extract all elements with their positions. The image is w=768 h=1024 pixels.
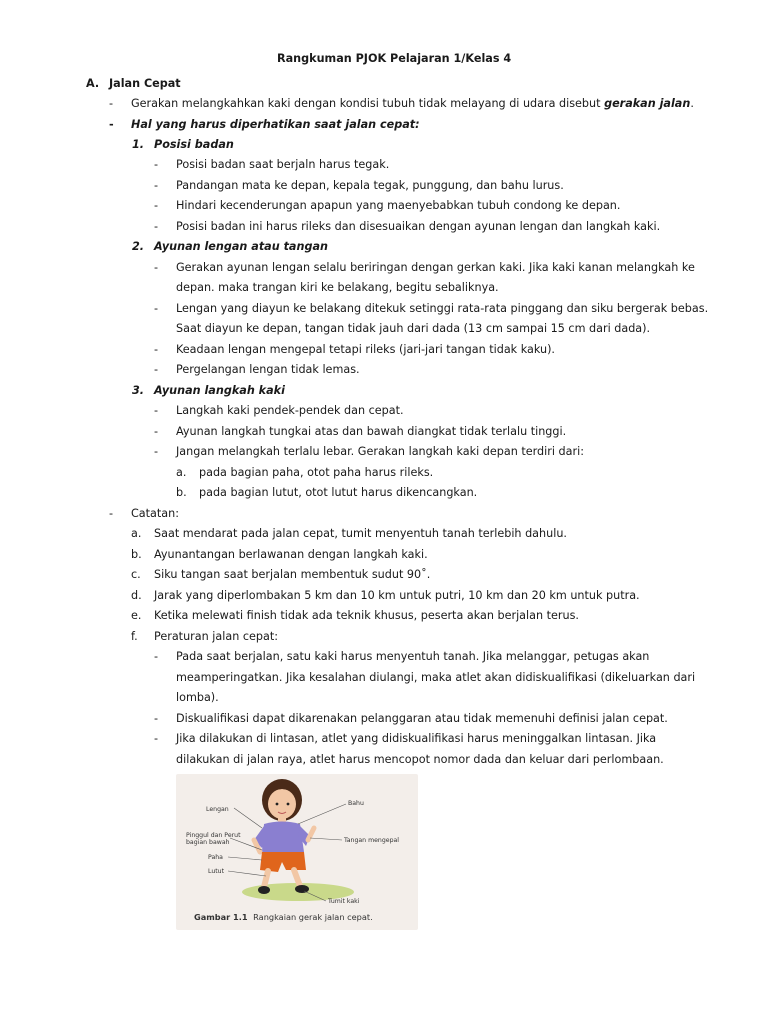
- catatan-label: Catatan:: [131, 507, 180, 520]
- page-title: Rangkuman PJOK Pelajaran 1/Kelas 4: [277, 52, 512, 65]
- sub2-item-continued: Saat diayun ke depan, tangan tidak jauh dari dada (13 cm sampai 15 cm dari dada).: [176, 322, 651, 335]
- bullet-dash: -: [154, 650, 159, 663]
- sub1-item: Hindari kecenderungan apapun yang maenyebabkan tubuh condong ke depan.: [176, 199, 621, 212]
- peraturan-item: Pada saat berjalan, satu kaki harus menyentuh tanah. Jika melanggar, petugas akan: [176, 650, 650, 663]
- catatan-marker: f.: [131, 630, 138, 643]
- sub3-number: 3.: [132, 384, 145, 397]
- peraturan-item-continued: dilakukan di jalan raya, atlet harus mencopot nomor dada dan keluar dari perlombaan.: [176, 753, 664, 766]
- intro-paragraph: [131, 97, 694, 111]
- intro-end: .: [690, 97, 694, 110]
- figure-caption-prefix: Gambar 1.1: [194, 912, 248, 922]
- bullet-dash: -: [109, 507, 114, 520]
- bullet-dash: -: [154, 404, 159, 417]
- bullet-dash: -: [154, 343, 159, 356]
- peraturan-item-continued: lomba).: [176, 691, 219, 704]
- label-lengan: Lengan: [206, 806, 229, 813]
- sub2-item: Gerakan ayunan lengan selalu beriringan dengan gerkan kaki. Jika kaki kanan melangkah ke: [176, 261, 695, 274]
- walking-figure-image: [176, 774, 418, 930]
- sub2-number: 2.: [132, 240, 145, 253]
- sub2-item: Lengan yang diayun ke belakang ditekuk setinggi rata-rata pinggang dan siku bergerak bebas.: [176, 302, 709, 315]
- bullet-dash: -: [154, 732, 159, 745]
- sub3-item: Langkah kaki pendek-pendek dan cepat.: [176, 404, 404, 417]
- sub2-item: Pergelangan lengan tidak lemas.: [176, 363, 360, 376]
- sub3-subitem: pada bagian paha, otot paha harus rileks.: [199, 466, 434, 479]
- shoe-shape: [295, 885, 309, 893]
- sub1-title: Posisi badan: [154, 138, 234, 151]
- sub3-subitem-marker: b.: [176, 486, 187, 499]
- hal-heading: Hal yang harus diperhatikan saat jalan cepat:: [131, 118, 420, 131]
- sub2-item-continued: depan. maka trangan kiri ke belakang, begitu sebaliknya.: [176, 281, 499, 294]
- intro-emphasis: gerakan jalan: [604, 97, 691, 110]
- catatan-marker: e.: [131, 609, 142, 622]
- bullet-dash: -: [109, 118, 114, 131]
- catatan-item: Peraturan jalan cepat:: [154, 630, 278, 643]
- face-shape: [268, 789, 296, 819]
- bullet-dash: -: [109, 97, 114, 110]
- catatan-item: Siku tangan saat berjalan membentuk sudut 90˚.: [154, 568, 431, 581]
- label-paha: Paha: [208, 854, 223, 861]
- section-a-heading: Jalan Cepat: [109, 77, 181, 90]
- bullet-dash: -: [154, 220, 159, 233]
- catatan-marker: a.: [131, 527, 142, 540]
- catatan-item: Saat mendarat pada jalan cepat, tumit menyentuh tanah terlebih dahulu.: [154, 527, 567, 540]
- label-tumit: Tumit kaki: [328, 898, 360, 905]
- sub3-subitem: pada bagian lutut, otot lutut harus dikencangkan.: [199, 486, 478, 499]
- bullet-dash: -: [154, 158, 159, 171]
- label-pinggul-cont: bagian bawah: [186, 839, 230, 846]
- shirt-shape: [262, 822, 304, 853]
- catatan-item: Ketika melewati finish tidak ada teknik khusus, peserta akan berjalan terus.: [154, 609, 579, 622]
- intro-text: Gerakan melangkahkan kaki dengan kondisi tubuh tidak melayang di udara disebut: [131, 97, 605, 110]
- bullet-dash: -: [154, 712, 159, 725]
- sub1-item: Posisi badan ini harus rileks dan disesuaikan dengan ayunan lengan dan langkah kaki.: [176, 220, 661, 233]
- figure-caption-text: Rangkaian gerak jalan cepat.: [253, 912, 373, 922]
- catatan-item: Jarak yang diperlombakan 5 km dan 10 km untuk putri, 10 km dan 20 km untuk putra.: [154, 589, 640, 602]
- bullet-dash: -: [154, 445, 159, 458]
- label-lutut: Lutut: [208, 868, 225, 875]
- label-tangan: Tangan mengepal: [344, 837, 400, 844]
- bullet-dash: -: [154, 199, 159, 212]
- catatan-marker: c.: [131, 568, 141, 581]
- label-pinggul: Pinggul dan Perut: [186, 832, 241, 839]
- section-a-marker: A.: [86, 77, 100, 90]
- peraturan-item: Jika dilakukan di lintasan, atlet yang didiskualifikasi harus meninggalkan lintasan. Jika: [176, 732, 657, 745]
- sub1-number: 1.: [132, 138, 145, 151]
- sub1-item: Posisi badan saat berjaln harus tegak.: [176, 158, 390, 171]
- sub3-subitem-marker: a.: [176, 466, 187, 479]
- sub1-item: Pandangan mata ke depan, kepala tegak, punggung, dan bahu lurus.: [176, 179, 564, 192]
- bullet-dash: -: [154, 179, 159, 192]
- sub3-title: Ayunan langkah kaki: [154, 384, 285, 397]
- peraturan-item: Diskualifikasi dapat dikarenakan pelanggaran atau tidak memenuhi definisi jalan cepat.: [176, 712, 668, 725]
- sub3-item: Jangan melangkah terlalu lebar. Gerakan langkah kaki depan terdiri dari:: [176, 445, 584, 458]
- catatan-marker: b.: [131, 548, 142, 561]
- sub3-item: Ayunan langkah tungkai atas dan bawah diangkat tidak terlalu tinggi.: [176, 425, 567, 438]
- catatan-marker: d.: [131, 589, 142, 602]
- sub2-title: Ayunan lengan atau tangan: [154, 240, 328, 253]
- sub2-item: Keadaan lengan mengepal tetapi rileks (jari-jari tangan tidak kaku).: [176, 343, 555, 356]
- label-bahu: Bahu: [348, 800, 364, 807]
- bullet-dash: -: [154, 302, 159, 315]
- bullet-dash: -: [154, 363, 159, 376]
- figure-caption: [194, 912, 373, 922]
- bullet-dash: -: [154, 425, 159, 438]
- shoe-shape: [258, 886, 270, 894]
- peraturan-item-continued: meamperingatkan. Jika kesalahan diulangi, maka atlet akan didiskualifikasi (dikeluarkan dari: [176, 671, 696, 684]
- catatan-item: Ayunantangan berlawanan dengan langkah kaki.: [154, 548, 428, 561]
- bullet-dash: -: [154, 261, 159, 274]
